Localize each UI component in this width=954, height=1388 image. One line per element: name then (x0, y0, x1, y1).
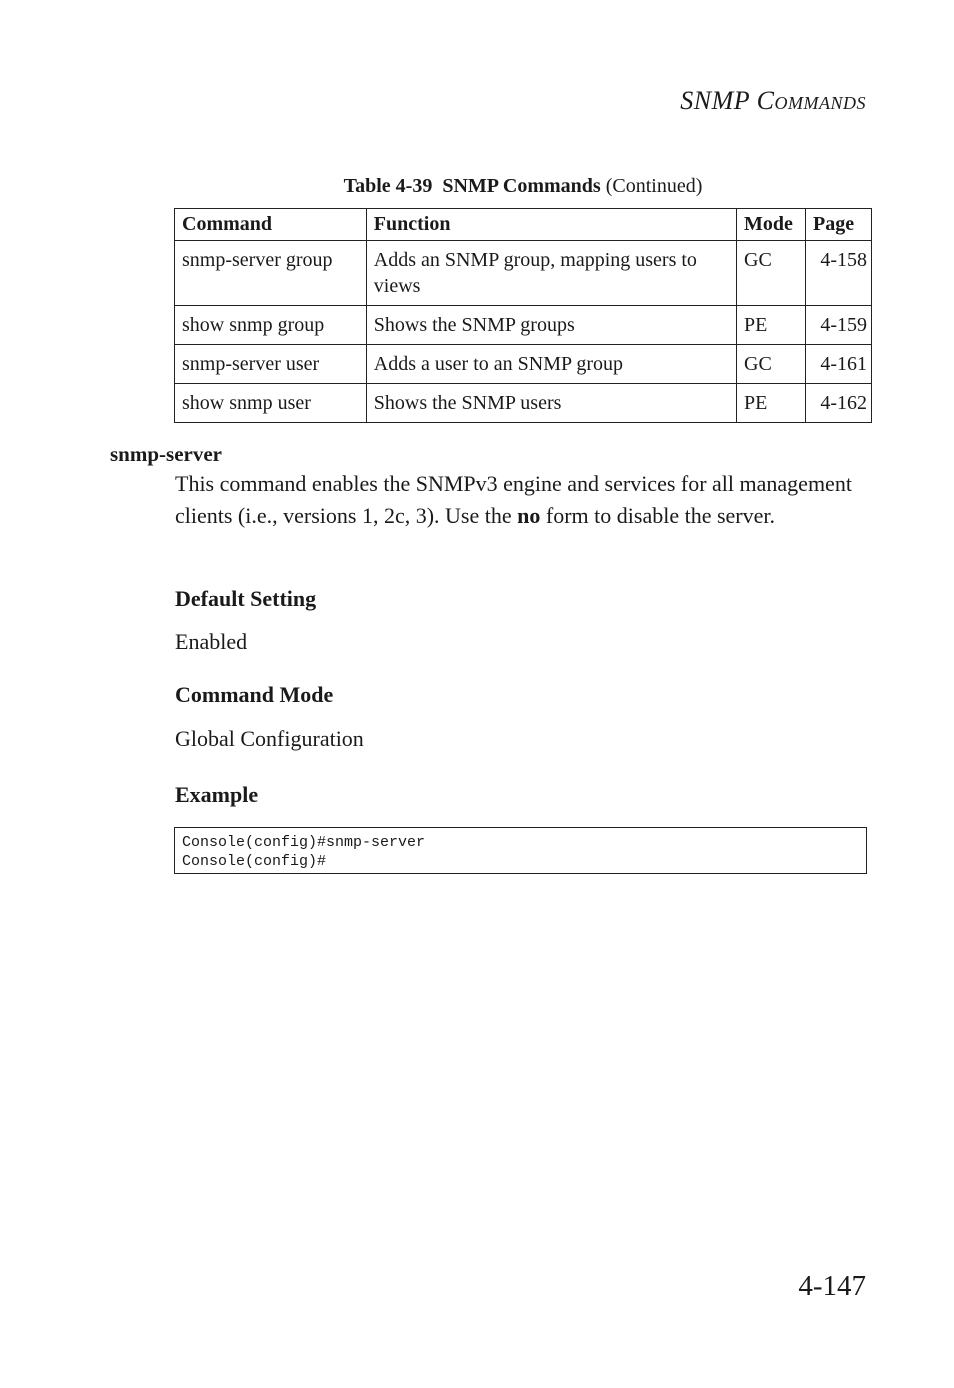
default-setting-heading: Default Setting (175, 586, 317, 611)
column-header-mode: Mode (737, 209, 806, 241)
column-header-function: Function (366, 209, 736, 241)
table-header-row (175, 209, 872, 241)
example-code-block (174, 827, 867, 874)
cell-function: Shows the SNMP users (366, 384, 736, 423)
command-heading: snmp-server (110, 442, 222, 466)
cell-mode: GC (737, 241, 806, 306)
table-row (175, 306, 872, 345)
table-caption (174, 175, 872, 198)
default-setting-value: Enabled (175, 629, 248, 654)
cell-page: 4-161 (806, 345, 872, 384)
table-caption-title: Table 4-39 SNMP Commands (343, 175, 601, 197)
command-mode-value: Global Configuration (175, 726, 364, 751)
cell-mode: GC (737, 345, 806, 384)
cell-page: 4-158 (806, 241, 872, 306)
description-text-start: This command enables the SNMPv3 engine and services for all management clients (i.e., versions 1, 2c, 3). Use the (175, 471, 852, 528)
column-header-page: Page (806, 209, 872, 241)
example-heading: Example (175, 782, 259, 807)
code-line: Console(config)#snmp-server (182, 834, 426, 851)
cell-function: Shows the SNMP groups (366, 306, 736, 345)
description-text-end: form to disable the server. (540, 503, 775, 528)
cell-function: Adds an SNMP group, mapping users to views (366, 241, 736, 306)
cell-command: show snmp user (175, 384, 367, 423)
code-line: Console(config)# (182, 853, 327, 870)
table-row (175, 345, 872, 384)
cell-command: show snmp group (175, 306, 367, 345)
command-description (175, 468, 875, 532)
cell-page: 4-159 (806, 306, 872, 345)
table-row (175, 384, 872, 423)
page-number: 4-147 (798, 1270, 866, 1302)
cell-page: 4-162 (806, 384, 872, 423)
cell-function: Adds a user to an SNMP group (366, 345, 736, 384)
cell-mode: PE (737, 384, 806, 423)
snmp-commands-table (174, 208, 872, 423)
description-keyword-no: no (517, 503, 541, 528)
running-header-prefix: SNMP C (680, 86, 775, 115)
cell-mode: PE (737, 306, 806, 345)
running-header-smallcaps: OMMANDS (774, 93, 866, 113)
cell-command: snmp-server group (175, 241, 367, 306)
table-caption-continued: (Continued) (600, 175, 703, 197)
command-mode-heading: Command Mode (175, 682, 334, 707)
running-header (680, 86, 866, 116)
column-header-command: Command (175, 209, 367, 241)
cell-command: snmp-server user (175, 345, 367, 384)
table-row (175, 241, 872, 306)
